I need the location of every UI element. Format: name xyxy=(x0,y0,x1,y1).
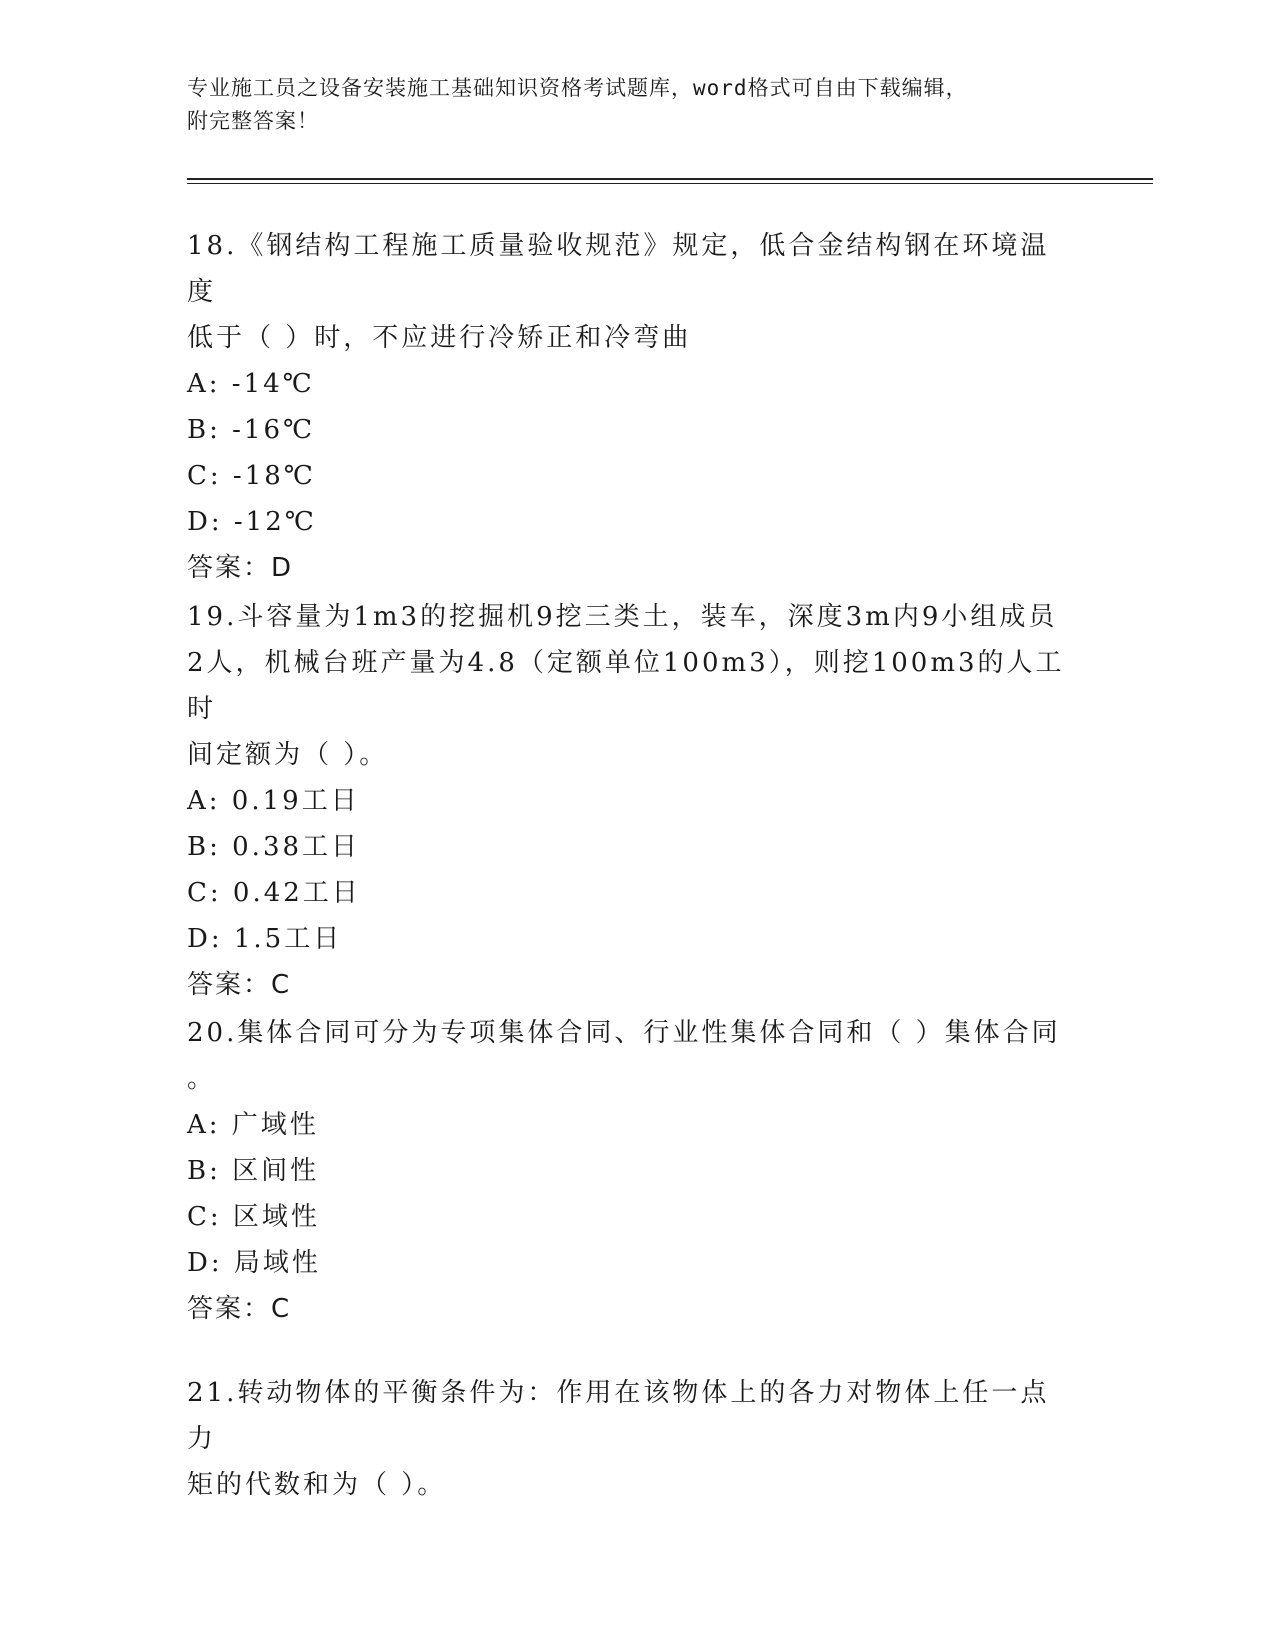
question-text-line: 18.《钢结构工程施工质量验收规范》规定，低合金结构钢在环境温度 xyxy=(187,231,1050,307)
answer-line: 答案：C xyxy=(187,1294,292,1324)
header-line-2: 附完整答案！ xyxy=(187,109,319,133)
question-19 xyxy=(187,594,1067,1008)
option-d: D: 局域性 xyxy=(187,1248,321,1278)
header-divider-thin xyxy=(187,183,1153,184)
option-c: C: 区域性 xyxy=(187,1202,320,1232)
option-a: A: 0.19工日 xyxy=(187,786,360,816)
answer-line: 答案：C xyxy=(187,970,292,1000)
answer-line: 答案：D xyxy=(187,553,294,583)
question-18 xyxy=(187,223,1067,591)
option-b: B: -16℃ xyxy=(187,415,316,445)
option-c: C: -18℃ xyxy=(187,461,316,491)
question-text-line: 。 xyxy=(187,1064,217,1094)
question-text-line: 2人，机械台班产量为4.8（定额单位100m3），则挖100m3的人工时 xyxy=(187,648,1065,724)
question-text-line: 21.转动物体的平衡条件为：作用在该物体上的各力对物体上任一点力 xyxy=(187,1378,1050,1454)
option-c: C: 0.42工日 xyxy=(187,878,361,908)
question-20 xyxy=(187,1010,1067,1332)
option-d: D: 1.5工日 xyxy=(187,924,343,954)
header-line-1: 专业施工员之设备安装施工基础知识资格考试题库，word格式可自由下载编辑， xyxy=(187,76,968,100)
question-21 xyxy=(187,1370,1067,1508)
option-a: A: 广域性 xyxy=(187,1110,319,1140)
option-d: D: -12℃ xyxy=(187,507,317,537)
question-text-line: 20.集体合同可分为专项集体合同、行业性集体合同和（ ）集体合同 xyxy=(187,1018,1061,1048)
question-text-line: 19.斗容量为1m3的挖掘机9挖三类土，装车，深度3m内9小组成员 xyxy=(187,602,1058,632)
question-text-line: 间定额为（ ）。 xyxy=(187,740,389,770)
option-a: A: -14℃ xyxy=(187,369,315,399)
header-divider-thick xyxy=(187,178,1153,180)
document-header xyxy=(187,72,1067,138)
question-text-line: 低于（ ）时，不应进行冷矫正和冷弯曲 xyxy=(187,323,692,353)
option-b: B: 区间性 xyxy=(187,1156,320,1186)
question-text-line: 矩的代数和为（ ）。 xyxy=(187,1470,447,1500)
option-b: B: 0.38工日 xyxy=(187,832,361,862)
